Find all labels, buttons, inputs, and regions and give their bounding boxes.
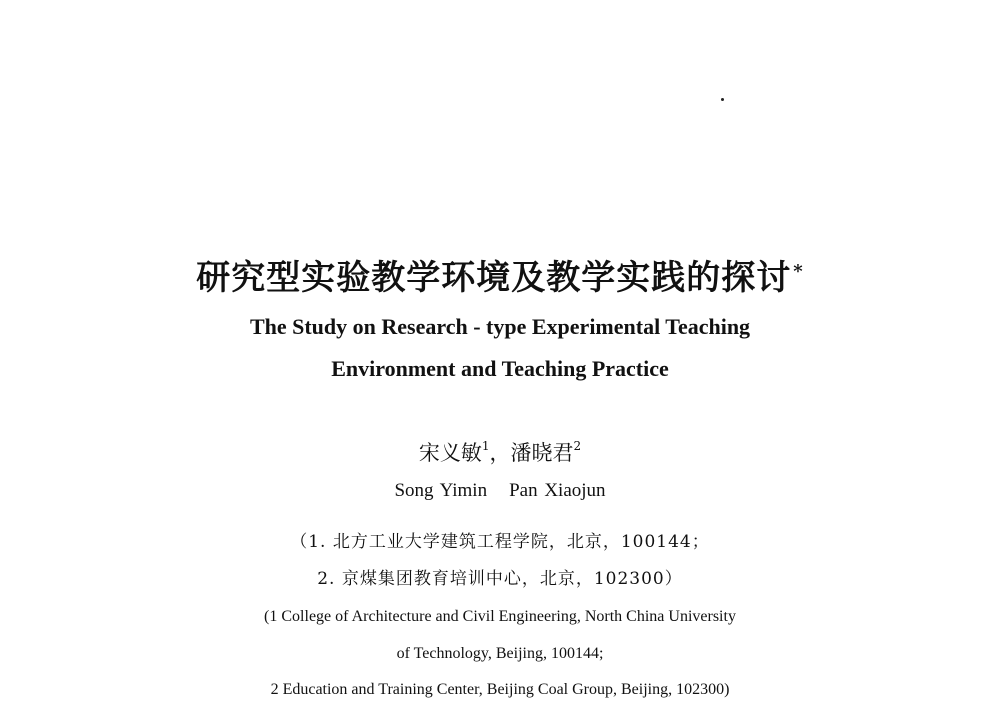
chinese-authors	[0, 434, 1000, 467]
english-title-line-2: Environment and Teaching Practice	[331, 356, 669, 381]
author-2-cn: 潘晓君	[510, 441, 574, 465]
chinese-title	[0, 256, 1000, 300]
author-2-en: Pan Xiaojun	[509, 480, 606, 501]
english-title-line-1: The Study on Research - type Experimental Teaching	[249, 314, 751, 339]
chinese-affiliation-1: （1. 北方工业大学建筑工程学院，北京，100144；	[290, 532, 710, 552]
chinese-title-text: 研究型实验教学环境及教学实践的探讨	[196, 258, 792, 298]
author-separator: ，	[489, 441, 511, 465]
author-1-affiliation-mark: 1	[481, 439, 490, 453]
english-affiliation-line-2: of Technology, Beijing, 100144;	[396, 645, 604, 662]
english-affiliation-line-3: 2 Education and Training Center, Beijing Coal Group, Beijing, 102300)	[270, 681, 730, 698]
english-affiliation-line-1: (1 College of Architecture and Civil Engineering, North China University	[264, 608, 736, 625]
chinese-affiliation-2: 2. 京煤集团教育培训中心，北京，102300）	[317, 569, 683, 589]
title-footnote-mark: *	[793, 261, 804, 282]
author-2-affiliation-mark: 2	[573, 439, 582, 453]
print-speck	[721, 98, 724, 101]
author-1-cn: 宋义敏	[418, 441, 482, 465]
english-authors	[0, 478, 1000, 504]
author-1-en: Song Yimin	[394, 480, 488, 501]
